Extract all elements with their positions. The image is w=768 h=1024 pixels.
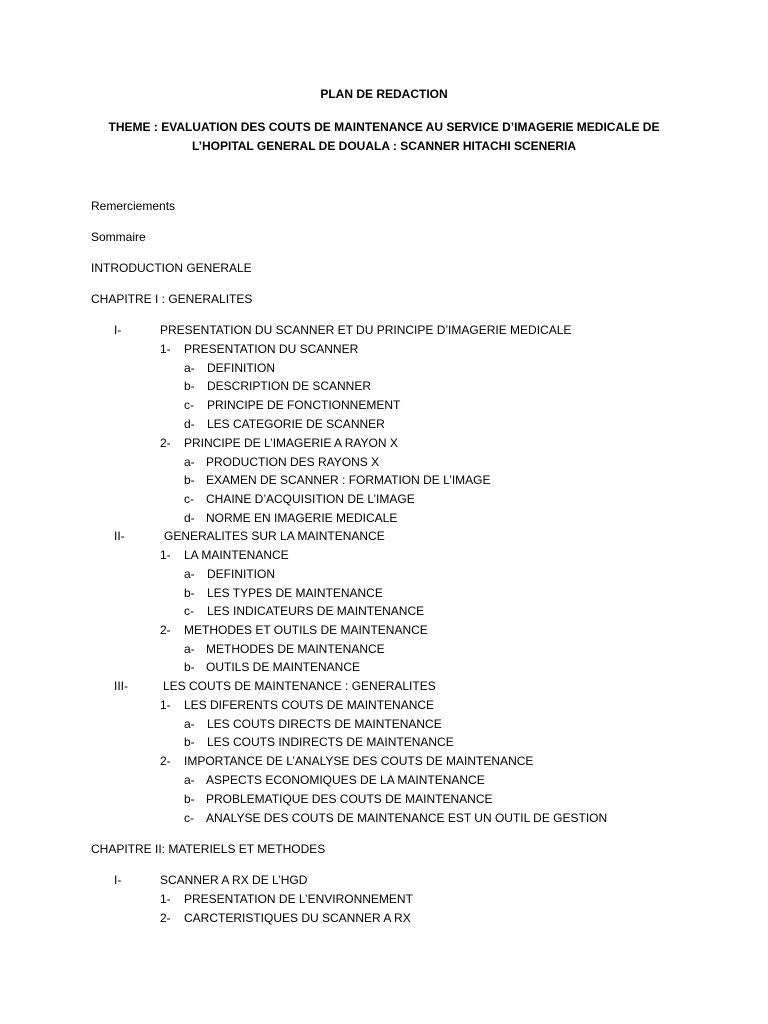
item-letter: a- bbox=[184, 773, 195, 787]
item-letter: b- bbox=[184, 735, 195, 749]
item-letter: d- bbox=[184, 511, 195, 525]
item-label: PRODUCTION DES RAYONS X bbox=[206, 455, 380, 469]
section-label: SCANNER A RX DE L’HGD bbox=[160, 873, 308, 887]
document-title: PLAN DE REDACTION bbox=[320, 87, 448, 101]
item-label: ANALYSE DES COUTS DE MAINTENANCE EST UN OUTIL DE GESTION bbox=[206, 811, 608, 825]
subsection-number: 1- bbox=[160, 548, 171, 562]
subsection-number: 1- bbox=[160, 342, 171, 356]
item-letter: b- bbox=[184, 473, 195, 487]
theme-line-2: L’HOPITAL GENERAL DE DOUALA : SCANNER HITACHI SCENERIA bbox=[191, 139, 577, 153]
item-letter: b- bbox=[184, 660, 195, 674]
item-letter: a- bbox=[184, 717, 195, 731]
section-number: II- bbox=[114, 529, 125, 543]
theme-line-1: THEME : EVALUATION DES COUTS DE MAINTENANCE AU SERVICE D’IMAGERIE MEDICALE DE bbox=[108, 120, 660, 134]
subsection-label: PRESENTATION DE L’ENVIRONNEMENT bbox=[184, 892, 413, 906]
subsection-number: 2- bbox=[160, 623, 171, 637]
subsection-label: PRINCIPE DE L’IMAGERIE A RAYON X bbox=[184, 436, 398, 450]
item-letter: b- bbox=[184, 792, 195, 806]
item-letter: c- bbox=[184, 811, 194, 825]
item-label: DEFINITION bbox=[207, 361, 275, 375]
section-label: GENERALITES SUR LA MAINTENANCE bbox=[164, 529, 385, 543]
item-label: DESCRIPTION DE SCANNER bbox=[207, 379, 372, 393]
subsection-number: 1- bbox=[160, 698, 171, 712]
item-letter: a- bbox=[184, 361, 195, 375]
subsection-number: 2- bbox=[160, 911, 171, 925]
chapter-heading: CHAPITRE II: MATERIELS ET METHODES bbox=[91, 842, 326, 856]
item-label: ASPECTS ECONOMIQUES DE LA MAINTENANCE bbox=[206, 773, 485, 787]
document-theme bbox=[0, 118, 768, 156]
front-matter-item: Sommaire bbox=[91, 230, 146, 244]
item-letter: a- bbox=[184, 567, 195, 581]
item-letter: c- bbox=[184, 492, 194, 506]
subsection-label: LES DIFERENTS COUTS DE MAINTENANCE bbox=[184, 698, 435, 712]
item-letter: c- bbox=[184, 604, 194, 618]
section-label: LES COUTS DE MAINTENANCE : GENERALITES bbox=[163, 679, 436, 693]
item-label: CHAINE D’ACQUISITION DE L’IMAGE bbox=[206, 492, 415, 506]
item-label: LES COUTS INDIRECTS DE MAINTENANCE bbox=[207, 735, 454, 749]
item-letter: c- bbox=[184, 398, 194, 412]
section-number: I- bbox=[114, 323, 122, 337]
item-label: METHODES DE MAINTENANCE bbox=[206, 642, 385, 656]
item-label: LES TYPES DE MAINTENANCE bbox=[207, 586, 383, 600]
section-number: III- bbox=[114, 679, 128, 693]
subsection-label: LA MAINTENANCE bbox=[184, 548, 289, 562]
item-label: NORME EN IMAGERIE MEDICALE bbox=[206, 511, 398, 525]
item-letter: a- bbox=[184, 642, 195, 656]
item-letter: d- bbox=[184, 417, 195, 431]
item-label: DEFINITION bbox=[207, 567, 275, 581]
section-number: I- bbox=[114, 873, 122, 887]
item-label: LES COUTS DIRECTS DE MAINTENANCE bbox=[207, 717, 442, 731]
item-label: PROBLEMATIQUE DES COUTS DE MAINTENANCE bbox=[206, 792, 493, 806]
item-label: PRINCIPE DE FONCTIONNEMENT bbox=[207, 398, 401, 412]
front-matter-item: Remerciements bbox=[91, 199, 176, 213]
subsection-label: IMPORTANCE DE L’ANALYSE DES COUTS DE MAINTENANCE bbox=[184, 754, 534, 768]
item-letter: a- bbox=[184, 455, 195, 469]
front-matter-item: INTRODUCTION GENERALE bbox=[91, 261, 252, 275]
subsection-label: METHODES ET OUTILS DE MAINTENANCE bbox=[184, 623, 428, 637]
item-letter: b- bbox=[184, 379, 195, 393]
subsection-label: CARCTERISTIQUES DU SCANNER A RX bbox=[184, 911, 411, 925]
item-label: OUTILS DE MAINTENANCE bbox=[206, 660, 361, 674]
item-label: EXAMEN DE SCANNER : FORMATION DE L’IMAGE bbox=[206, 473, 491, 487]
item-label: LES CATEGORIE DE SCANNER bbox=[207, 417, 385, 431]
section-label: PRESENTATION DU SCANNER ET DU PRINCIPE D’IMAGERIE MEDICALE bbox=[160, 323, 572, 337]
subsection-number: 2- bbox=[160, 436, 171, 450]
item-letter: b- bbox=[184, 586, 195, 600]
subsection-number: 1- bbox=[160, 892, 171, 906]
subsection-number: 2- bbox=[160, 754, 171, 768]
subsection-label: PRESENTATION DU SCANNER bbox=[184, 342, 359, 356]
item-label: LES INDICATEURS DE MAINTENANCE bbox=[207, 604, 425, 618]
chapter-heading: CHAPITRE I : GENERALITES bbox=[91, 292, 253, 306]
